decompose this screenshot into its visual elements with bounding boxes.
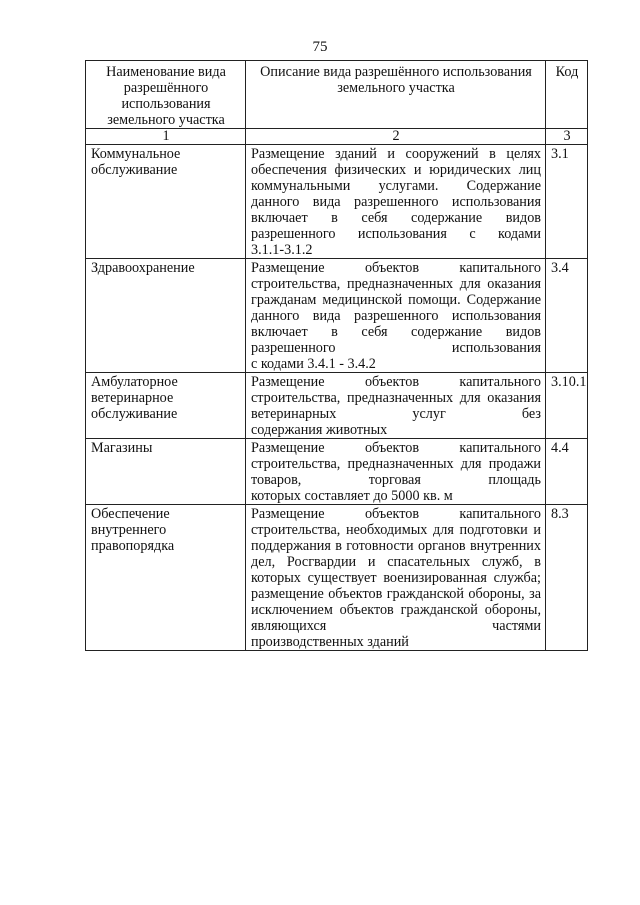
table-row	[86, 373, 588, 439]
use-description-text: Размещение объектов капитального строительства, необходимых для подготовки и поддержания в готовности органов внутренних дел, Росгвардии и спасательных служб, в которых существует военизированная служба; размещение объектов гражданской обороны, за исключением объектов гражданской обороны, являющихся частями	[251, 506, 541, 634]
use-name: Амбулаторное ветеринарное обслуживание	[86, 373, 246, 439]
use-name: Здравоохранение	[86, 259, 246, 373]
header-description: Описание вида разрешённого использования земельного участка	[246, 61, 546, 129]
table-row	[86, 145, 588, 259]
use-description	[246, 259, 546, 373]
use-name: Обеспечение внутреннего правопорядка	[86, 505, 246, 651]
use-description-text: Размещение зданий и сооружений в целях обеспечения физических и юридических лиц коммунальными услугами. Содержание данного вида разрешенного использования включает в себя содержание видов разрешенного использования с кодами	[251, 146, 541, 242]
use-code: 3.4	[546, 259, 588, 373]
use-description-text: Размещение объектов капитального строительства, предназначенных для оказания ветеринарных услуг без	[251, 374, 541, 422]
use-description	[246, 145, 546, 259]
table-row	[86, 505, 588, 651]
column-number-row	[86, 129, 588, 145]
use-description-text: Размещение объектов капитального строительства, предназначенных для продажи товаров, торговая площадь	[251, 440, 541, 488]
table-header-row	[86, 61, 588, 129]
header-name: Наименование вида разрешённого использования земельного участка	[86, 61, 246, 129]
page-number: 75	[312, 39, 328, 55]
use-code: 3.1	[546, 145, 588, 259]
use-name: Магазины	[86, 439, 246, 505]
use-code: 8.3	[546, 505, 588, 651]
use-description-tail: производственных зданий	[251, 634, 409, 650]
use-description-tail: с кодами 3.4.1 - 3.4.2	[251, 356, 376, 372]
header-code: Код	[546, 61, 588, 129]
column-number: 1	[86, 129, 246, 145]
use-description-tail: содержания животных	[251, 422, 388, 438]
use-name: Коммунальное обслуживание	[86, 145, 246, 259]
use-description-tail: которых составляет до 5000 кв. м	[251, 488, 453, 504]
use-code: 4.4	[546, 439, 588, 505]
column-number: 2	[246, 129, 546, 145]
table-row	[86, 259, 588, 373]
use-description	[246, 439, 546, 505]
use-code: 3.10.1	[546, 373, 588, 439]
land-use-table	[85, 60, 588, 651]
use-description-tail: 3.1.1-3.1.2	[251, 242, 313, 258]
use-description	[246, 373, 546, 439]
use-description	[246, 505, 546, 651]
table-row	[86, 439, 588, 505]
use-description-text: Размещение объектов капитального строительства, предназначенных для оказания гражданам медицинской помощи. Содержание данного вида разрешенного использования включает в себя содержание видов разрешенного использования	[251, 260, 541, 356]
column-number: 3	[546, 129, 588, 145]
